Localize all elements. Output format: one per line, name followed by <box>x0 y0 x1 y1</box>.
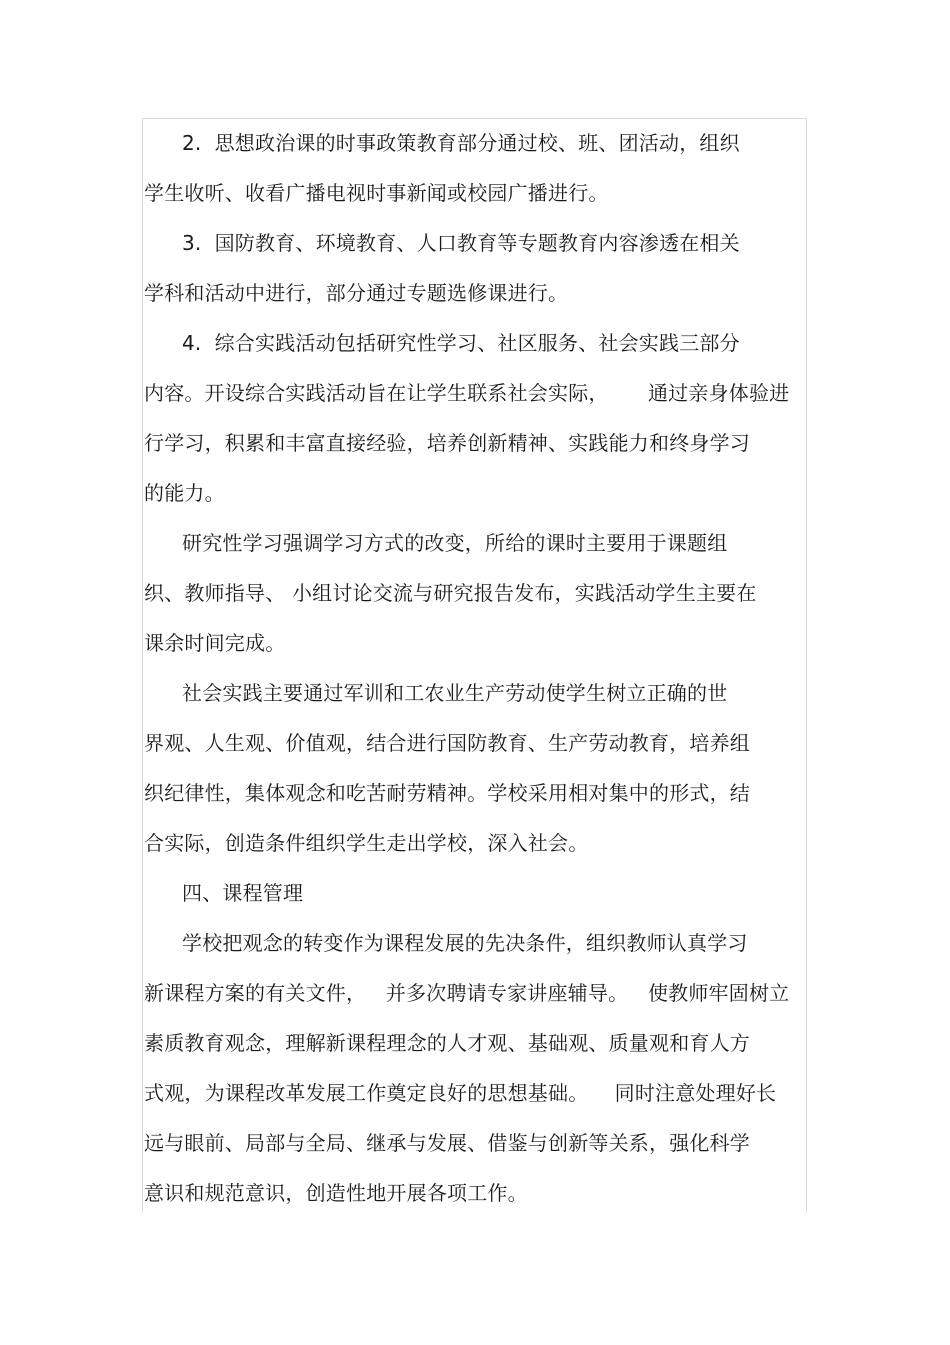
paragraph-research-line-3: 课余时间完成。 <box>144 631 286 655</box>
paragraph-item-3-line-2: 学科和活动中进行，部分通过专题选修课进行。 <box>144 281 569 305</box>
paragraph-practice-line-2: 界观、人生观、价值观，结合进行国防教育、生产劳动教育，培养组 <box>144 731 750 755</box>
paragraph-practice-line-3: 织纪律性，集体观念和吃苦耐劳精神。学校采用相对集中的形式，结 <box>144 781 750 805</box>
paragraph-item-2-line-1: 2. 思想政治课的时事政策教育部分通过校、班、团活动，组织 <box>182 131 740 155</box>
paragraph-management-line-5: 远与眼前、局部与全局、继承与发展、借鉴与创新等关系，强化科学 <box>144 1131 750 1155</box>
paragraph-management-line-6: 意识和规范意识，创造性地开展各项工作。 <box>144 1181 528 1205</box>
paragraph-management-line-1: 学校把观念的转变作为课程发展的先决条件，组织教师认真学习 <box>182 931 748 955</box>
paragraph-item-4-line-2: 内容。开设综合实践活动旨在让学生联系社会实际， 通过亲身体验进 <box>144 381 790 405</box>
paragraph-item-2-line-2: 学生收听、收看广播电视时事新闻或校园广播进行。 <box>144 181 609 205</box>
paragraph-management-line-3: 素质教育观念，理解新课程理念的人才观、基础观、质量观和育人方 <box>144 1031 750 1055</box>
paragraph-item-4-line-1: 4. 综合实践活动包括研究性学习、社区服务、社会实践三部分 <box>182 331 740 355</box>
section-heading: 四、课程管理 <box>182 881 304 905</box>
paragraph-research-line-1: 研究性学习强调学习方式的改变，所给的课时主要用于课题组 <box>182 531 728 555</box>
paragraph-item-3-line-1: 3. 国防教育、环境教育、人口教育等专题教育内容渗透在相关 <box>182 231 740 255</box>
paragraph-management-line-4: 式观，为课程改革发展工作奠定良好的思想基础。 同时注意处理好长 <box>144 1081 777 1105</box>
paragraph-research-line-2: 织、教师指导、 小组讨论交流与研究报告发布，实践活动学生主要在 <box>144 581 757 605</box>
paragraph-practice-line-4: 合实际，创造条件组织学生走出学校，深入社会。 <box>144 831 589 855</box>
paragraph-item-4-line-4: 的能力。 <box>144 481 225 505</box>
paragraph-item-4-line-3: 行学习，积累和丰富直接经验，培养创新精神、实践能力和终身学习 <box>144 431 750 455</box>
paragraph-management-line-2: 新课程方案的有关文件， 并多次聘请专家讲座辅导。 使教师牢固树立 <box>144 981 790 1005</box>
paragraph-practice-line-1: 社会实践主要通过军训和工农业生产劳动使学生树立正确的世 <box>182 681 728 705</box>
